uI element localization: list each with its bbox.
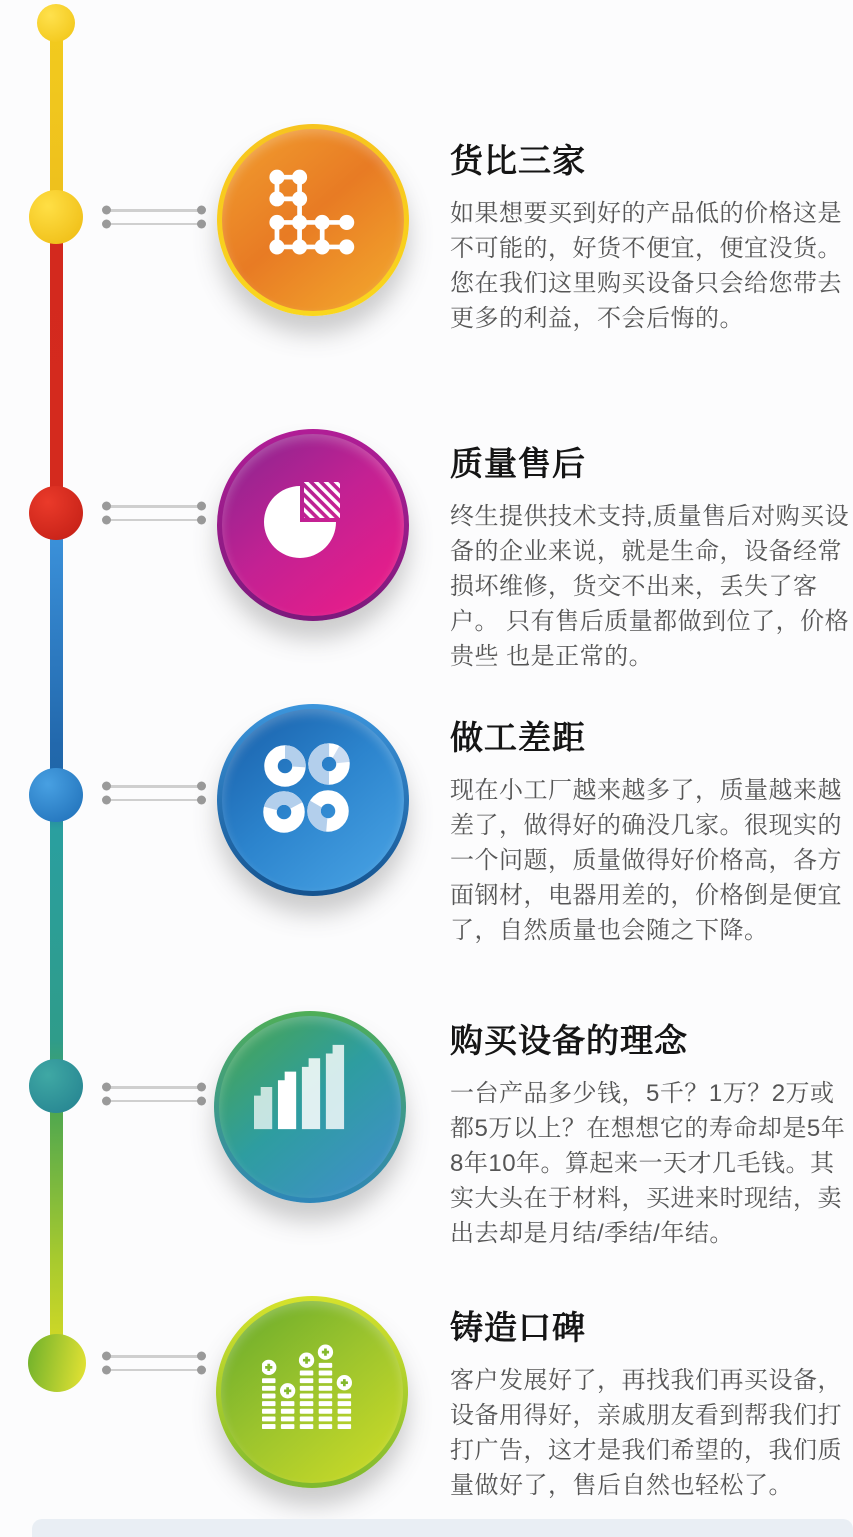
equalizer-plus-icon: [262, 1335, 352, 1434]
section-body: 终生提供技术支持,质量售后对购买设备的企业来说，就是生命，设备经常损坏维修，货交不出来，丢失了客户。 只有售后质量都做到位了，价格贵些 也是正常的。: [450, 503, 850, 670]
connector-line: [104, 502, 204, 524]
connector-line: [104, 206, 204, 228]
badge-green: [216, 1296, 408, 1488]
badge-pink-face: [222, 434, 404, 616]
connector-line: [104, 1352, 204, 1374]
section-title: 做工差距: [450, 719, 586, 756]
timeline-node-4: [29, 1059, 83, 1113]
connector-bottom-line: [108, 519, 200, 522]
network-dots-icon: [260, 164, 358, 262]
connector-top-line: [108, 1355, 200, 1358]
connector-top-line: [108, 785, 200, 788]
connector-bottom-line: [108, 223, 200, 226]
timeline-start-knob: [37, 4, 75, 42]
section-body: 一台产品多少钱，5千？1万？2万或都5万以上？在想想它的寿命却是5年8年10年。算起来一天才几毛钱。其实大头在于材料，买进来时现结，卖出去却是月结/季结/年结。: [450, 1080, 846, 1247]
connector-top-line: [108, 1086, 200, 1089]
connector-top-line: [108, 209, 200, 212]
timeline-node-2: [29, 486, 83, 540]
section-copy: [450, 141, 852, 336]
section-body: 客户发展好了，再找我们再买设备，设备用得好，亲戚朋友看到帮我们打打广告，这才是我们希望的，我们质量做好了，售后自然也轻松了。: [450, 1367, 842, 1499]
timeline-node-1: [29, 190, 83, 244]
badge-teal-face: [219, 1016, 401, 1198]
section-copy: [450, 1308, 852, 1503]
timeline-node-5: [28, 1334, 86, 1392]
section-copy: [450, 718, 852, 948]
footer-bar: [32, 1519, 853, 1537]
donut-charts-icon: [255, 738, 359, 842]
section-title: 质量售后: [450, 445, 586, 482]
timeline-node-3: [29, 768, 83, 822]
connector-line: [104, 1083, 204, 1105]
badge-teal: [214, 1011, 406, 1203]
connector-bottom-line: [108, 799, 200, 802]
section-title: 货比三家: [450, 142, 586, 179]
connector-top-line: [108, 505, 200, 508]
section-title: 铸造口碑: [450, 1309, 586, 1346]
badge-pink: [217, 429, 409, 621]
badge-blue: [217, 704, 409, 896]
badge-green-face: [221, 1301, 403, 1483]
section-copy: [450, 444, 852, 674]
connector-bottom-line: [108, 1369, 200, 1372]
connector-bottom-line: [108, 1100, 200, 1103]
section-body: 现在小工厂越来越多了，质量越来越差了，做得好的确没几家。很现实的一个问题，质量做得好价格高，各方面钢材，电器用差的，价格倒是便宜了，自然质量也会随之下降。: [450, 777, 842, 944]
section-body: 如果想要买到好的产品低的价格这是不可能的，好货不便宜，便宜没货。 您在我们这里购买设备只会给您带去更多的利益，不会后悔的。: [450, 200, 842, 332]
badge-orange: [217, 124, 409, 316]
badge-orange-face: [222, 129, 404, 311]
section-title: 购买设备的理念: [450, 1022, 688, 1059]
connector-line: [104, 782, 204, 804]
section-copy: [450, 1021, 852, 1251]
badge-blue-face: [222, 709, 404, 891]
pie-chart-icon: [256, 464, 360, 568]
bar-chart-icon: [254, 1041, 346, 1133]
